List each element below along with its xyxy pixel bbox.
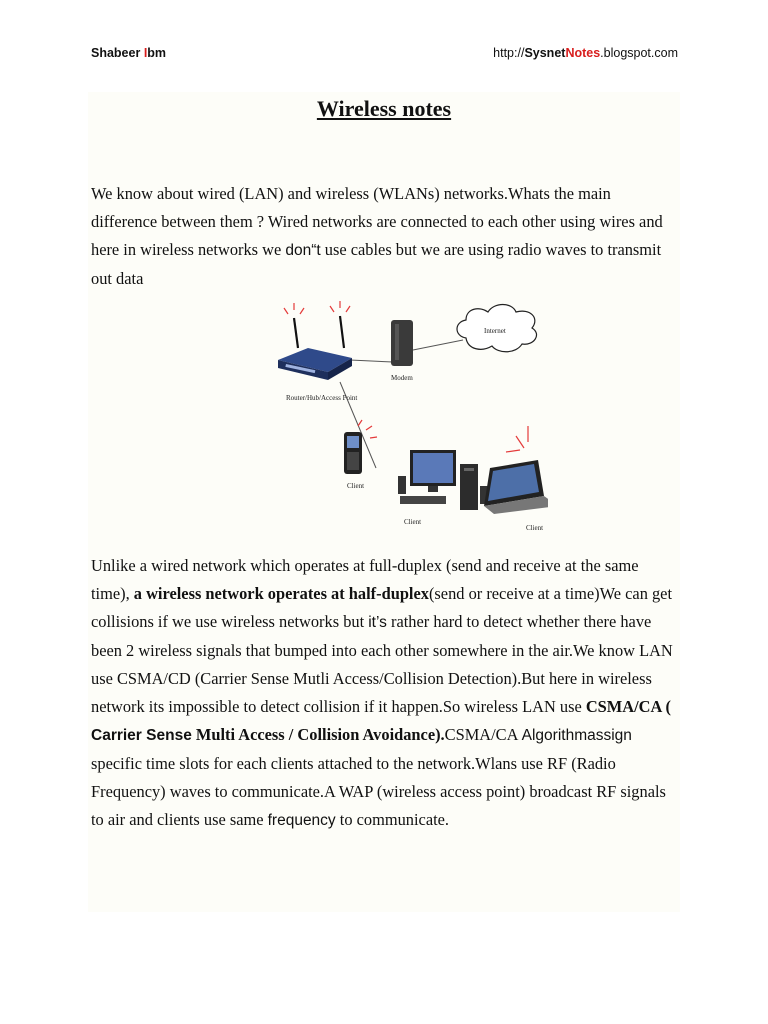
author-rest: bm bbox=[147, 46, 167, 60]
laptop-signal-icon bbox=[506, 426, 528, 452]
p2-s1: Unlike a wired network which operates at full-duplex (send and receive at the same time), bbox=[91, 556, 639, 603]
p1-text-b: use cables but we are using radio waves to transmit out data bbox=[91, 240, 662, 288]
url-notes: Notes bbox=[565, 46, 601, 60]
p2-algorithm: Algorithmassign bbox=[521, 727, 632, 744]
laptop-icon bbox=[484, 460, 548, 514]
router-modem-cable bbox=[350, 360, 393, 362]
router-label: Router/Hub/Access Point bbox=[286, 394, 358, 402]
p2-s5: rather hard to detect whether there have been 2 wireless signals that bumped into each other somewhere in the air.We know LAN use CSMA/CD (Carrier Sense Mutli Access/Collision Detection).But here in wireless network its impossible to detect collision if it happen.So wireless LAN use bbox=[91, 612, 673, 716]
author-name bbox=[91, 46, 166, 60]
p2-frequency: frequency bbox=[267, 812, 336, 829]
p2-s9: CSMA/CA bbox=[444, 725, 522, 744]
author-first: Shabeer bbox=[91, 46, 144, 60]
router-signal-icon bbox=[284, 301, 350, 314]
p2-half-duplex: a wireless network operates at half-duplex bbox=[133, 584, 429, 603]
p1-text-a: We know about wired (LAN) and wireless (WLANs) networks.Whats the main difference between them ? Wired networks are connected to each other using wires and here in wireless networks we bbox=[91, 184, 663, 259]
blog-url[interactable] bbox=[493, 46, 678, 60]
p2-csma-ca: CSMA/CA ( bbox=[585, 697, 671, 716]
p2-carrier-sense: Carrier Sense bbox=[91, 727, 192, 744]
router-icon bbox=[278, 316, 352, 380]
intro-paragraph bbox=[91, 180, 676, 293]
desktop-icon bbox=[398, 450, 488, 510]
url-sysnet: Sysnet bbox=[524, 46, 566, 60]
network-diagram bbox=[258, 300, 548, 540]
main-paragraph bbox=[91, 552, 676, 835]
internet-label: Internet bbox=[484, 327, 506, 335]
page-title: Wireless notes bbox=[316, 96, 452, 121]
desktop-label: Client bbox=[404, 518, 422, 526]
laptop-label: Client bbox=[526, 524, 544, 532]
modem-internet-cable bbox=[413, 340, 463, 350]
modem-label: Modem bbox=[391, 374, 413, 382]
p2-s11: specific time slots for each clients attached to the network.Wlans use RF (Radio Frequency) waves to communicate.A WAP (wireless access point) broadcast RF signals to air and clients use same bbox=[91, 754, 666, 829]
phone-label: Client bbox=[347, 482, 365, 490]
p1-dont: don“t bbox=[285, 242, 321, 259]
modem-icon bbox=[391, 320, 413, 366]
p2-its: it’s bbox=[368, 614, 387, 631]
url-suffix: .blogspot.com bbox=[600, 46, 678, 60]
p2-collision-avoidance: Multi Access / Collision Avoidance). bbox=[191, 725, 445, 744]
phone-icon bbox=[344, 432, 362, 474]
document-page bbox=[88, 92, 680, 912]
p2-s3: (send or receive at a time)We can get collisions if we use wireless networks but bbox=[91, 584, 673, 631]
url-prefix: http:// bbox=[493, 46, 525, 60]
author-initial: I bbox=[143, 46, 148, 60]
p2-s13: to communicate. bbox=[335, 810, 450, 829]
